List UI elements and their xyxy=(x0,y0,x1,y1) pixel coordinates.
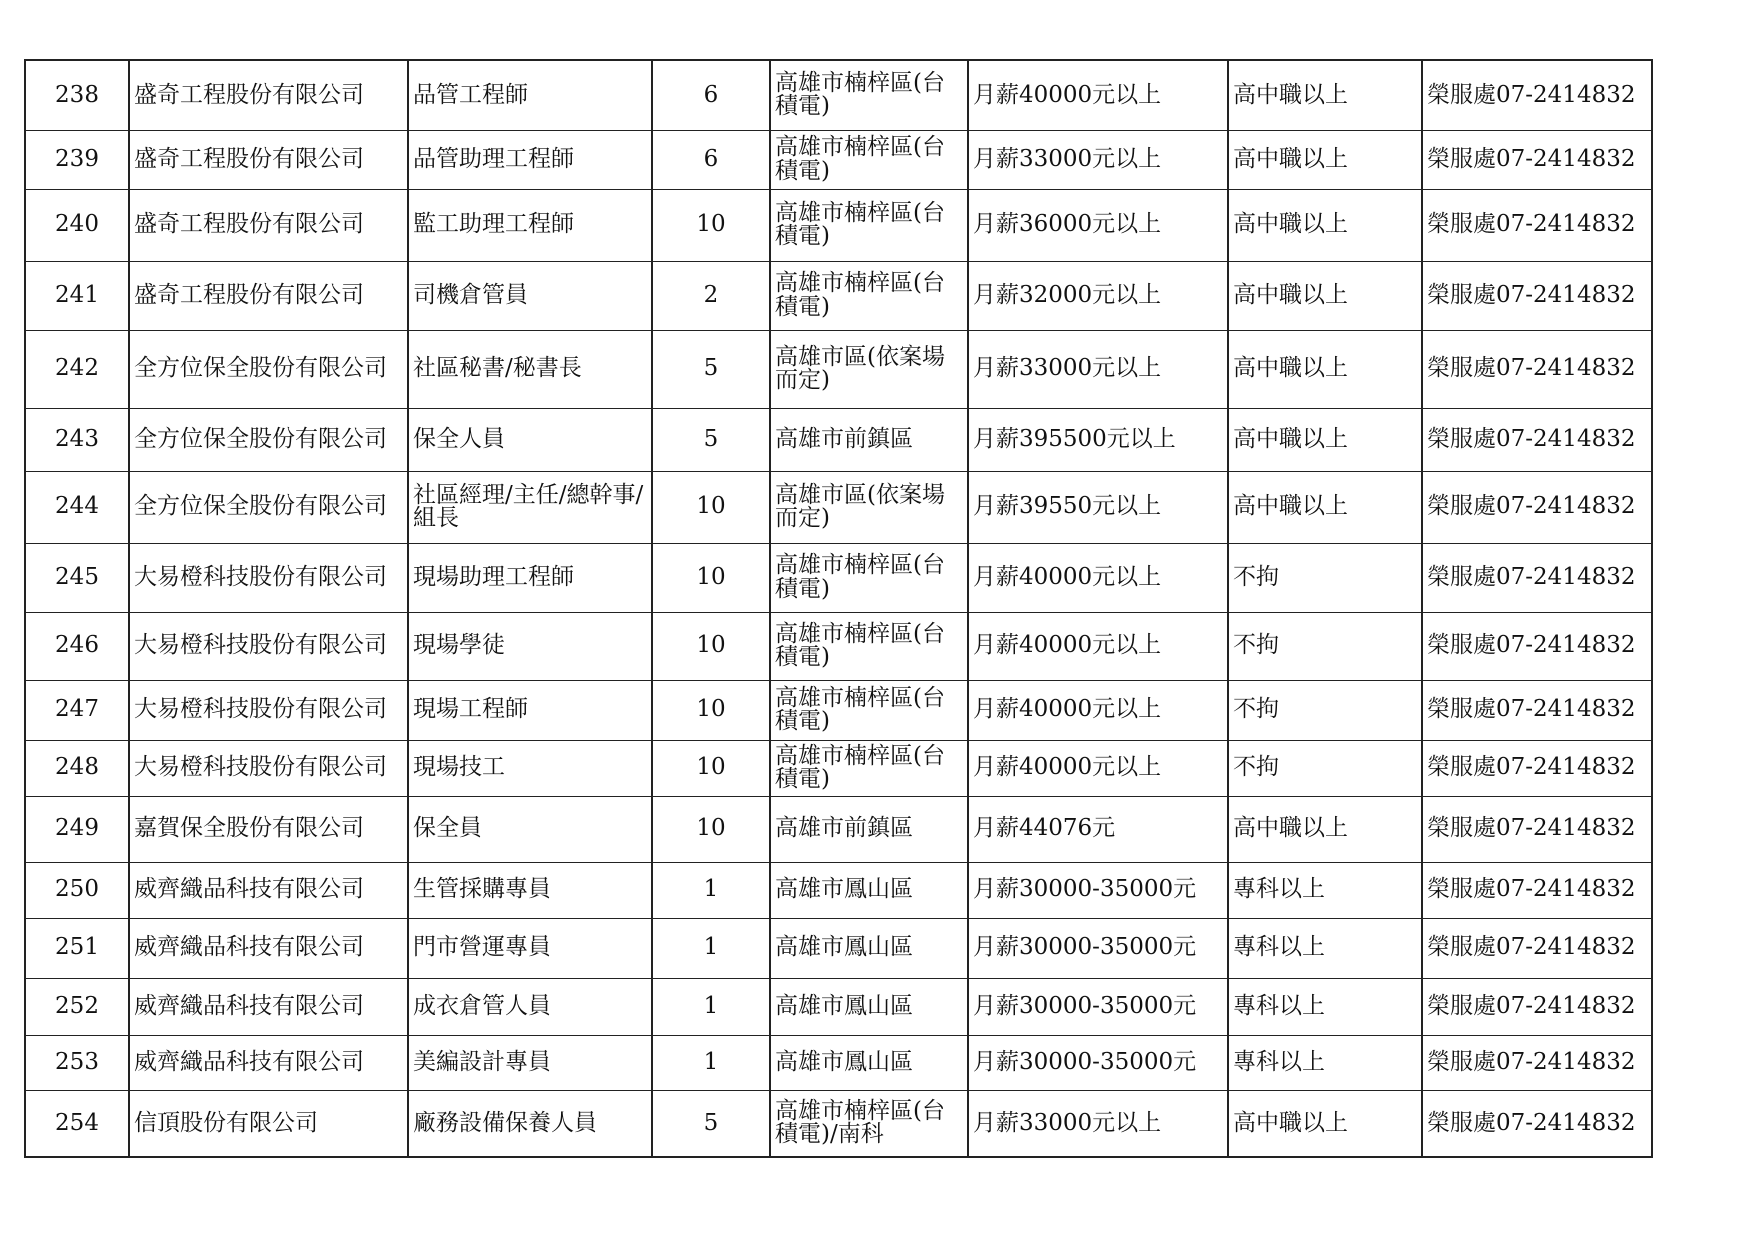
table-row xyxy=(25,978,1652,1035)
job-title-cell: 品管助理工程師 xyxy=(408,130,652,189)
contact-info-cell: 榮服處07-2414832 xyxy=(1422,740,1652,796)
row-number-cell: 253 xyxy=(25,1035,129,1090)
contact-info-cell: 榮服處07-2414832 xyxy=(1422,978,1652,1035)
row-number-cell: 250 xyxy=(25,862,129,918)
table-row xyxy=(25,1035,1652,1090)
education-requirement-cell: 專科以上 xyxy=(1228,978,1422,1035)
table-row xyxy=(25,471,1652,543)
job-title-cell: 成衣倉管人員 xyxy=(408,978,652,1035)
salary-cell: 月薪32000元以上 xyxy=(968,261,1228,330)
education-requirement-cell: 高中職以上 xyxy=(1228,471,1422,543)
work-location-cell: 高雄市楠梓區(台積電) xyxy=(770,543,968,612)
contact-info-cell: 榮服處07-2414832 xyxy=(1422,189,1652,261)
company-name-cell: 信頂股份有限公司 xyxy=(129,1090,408,1157)
education-requirement-cell: 高中職以上 xyxy=(1228,1090,1422,1157)
headcount-cell: 10 xyxy=(652,189,770,261)
row-number-cell: 242 xyxy=(25,330,129,408)
salary-cell: 月薪33000元以上 xyxy=(968,1090,1228,1157)
education-requirement-cell: 高中職以上 xyxy=(1228,60,1422,130)
headcount-cell: 10 xyxy=(652,471,770,543)
salary-cell: 月薪39550元以上 xyxy=(968,471,1228,543)
job-listings-table xyxy=(24,59,1653,1158)
headcount-cell: 2 xyxy=(652,261,770,330)
salary-cell: 月薪395500元以上 xyxy=(968,408,1228,471)
headcount-cell: 1 xyxy=(652,978,770,1035)
salary-cell: 月薪30000-35000元 xyxy=(968,978,1228,1035)
company-name-cell: 大易橙科技股份有限公司 xyxy=(129,612,408,680)
job-title-cell: 廠務設備保養人員 xyxy=(408,1090,652,1157)
salary-cell: 月薪40000元以上 xyxy=(968,543,1228,612)
company-name-cell: 全方位保全股份有限公司 xyxy=(129,408,408,471)
education-requirement-cell: 高中職以上 xyxy=(1228,189,1422,261)
row-number-cell: 249 xyxy=(25,796,129,862)
headcount-cell: 6 xyxy=(652,60,770,130)
work-location-cell: 高雄市區(依案場而定) xyxy=(770,471,968,543)
education-requirement-cell: 不拘 xyxy=(1228,680,1422,740)
job-title-cell: 現場學徒 xyxy=(408,612,652,680)
salary-cell: 月薪30000-35000元 xyxy=(968,862,1228,918)
work-location-cell: 高雄市楠梓區(台積電) xyxy=(770,740,968,796)
job-title-cell: 門市營運專員 xyxy=(408,918,652,978)
work-location-cell: 高雄市鳳山區 xyxy=(770,918,968,978)
job-title-cell: 保全員 xyxy=(408,796,652,862)
job-title-cell: 現場技工 xyxy=(408,740,652,796)
contact-info-cell: 榮服處07-2414832 xyxy=(1422,60,1652,130)
headcount-cell: 10 xyxy=(652,612,770,680)
table-row xyxy=(25,261,1652,330)
job-title-cell: 品管工程師 xyxy=(408,60,652,130)
job-title-cell: 監工助理工程師 xyxy=(408,189,652,261)
headcount-cell: 10 xyxy=(652,543,770,612)
table-row xyxy=(25,543,1652,612)
company-name-cell: 大易橙科技股份有限公司 xyxy=(129,543,408,612)
table-row xyxy=(25,740,1652,796)
work-location-cell: 高雄市楠梓區(台積電) xyxy=(770,680,968,740)
education-requirement-cell: 高中職以上 xyxy=(1228,330,1422,408)
row-number-cell: 252 xyxy=(25,978,129,1035)
headcount-cell: 1 xyxy=(652,918,770,978)
contact-info-cell: 榮服處07-2414832 xyxy=(1422,612,1652,680)
headcount-cell: 10 xyxy=(652,740,770,796)
row-number-cell: 243 xyxy=(25,408,129,471)
contact-info-cell: 榮服處07-2414832 xyxy=(1422,408,1652,471)
row-number-cell: 239 xyxy=(25,130,129,189)
work-location-cell: 高雄市鳳山區 xyxy=(770,978,968,1035)
headcount-cell: 5 xyxy=(652,408,770,471)
contact-info-cell: 榮服處07-2414832 xyxy=(1422,130,1652,189)
contact-info-cell: 榮服處07-2414832 xyxy=(1422,862,1652,918)
headcount-cell: 10 xyxy=(652,680,770,740)
education-requirement-cell: 高中職以上 xyxy=(1228,408,1422,471)
contact-info-cell: 榮服處07-2414832 xyxy=(1422,680,1652,740)
table-body xyxy=(25,60,1652,1157)
contact-info-cell: 榮服處07-2414832 xyxy=(1422,796,1652,862)
education-requirement-cell: 專科以上 xyxy=(1228,862,1422,918)
table-row xyxy=(25,862,1652,918)
education-requirement-cell: 高中職以上 xyxy=(1228,796,1422,862)
education-requirement-cell: 不拘 xyxy=(1228,543,1422,612)
row-number-cell: 241 xyxy=(25,261,129,330)
salary-cell: 月薪40000元以上 xyxy=(968,740,1228,796)
work-location-cell: 高雄市區(依案場而定) xyxy=(770,330,968,408)
education-requirement-cell: 不拘 xyxy=(1228,740,1422,796)
company-name-cell: 威齊織品科技有限公司 xyxy=(129,978,408,1035)
job-title-cell: 社區經理/主任/總幹事/組長 xyxy=(408,471,652,543)
work-location-cell: 高雄市鳳山區 xyxy=(770,862,968,918)
job-title-cell: 司機倉管員 xyxy=(408,261,652,330)
row-number-cell: 238 xyxy=(25,60,129,130)
salary-cell: 月薪44076元 xyxy=(968,796,1228,862)
salary-cell: 月薪40000元以上 xyxy=(968,612,1228,680)
salary-cell: 月薪40000元以上 xyxy=(968,680,1228,740)
table-row xyxy=(25,189,1652,261)
row-number-cell: 247 xyxy=(25,680,129,740)
table-row xyxy=(25,130,1652,189)
row-number-cell: 254 xyxy=(25,1090,129,1157)
contact-info-cell: 榮服處07-2414832 xyxy=(1422,261,1652,330)
contact-info-cell: 榮服處07-2414832 xyxy=(1422,543,1652,612)
headcount-cell: 5 xyxy=(652,1090,770,1157)
row-number-cell: 248 xyxy=(25,740,129,796)
education-requirement-cell: 專科以上 xyxy=(1228,1035,1422,1090)
work-location-cell: 高雄市楠梓區(台積電) xyxy=(770,60,968,130)
job-title-cell: 社區秘書/秘書長 xyxy=(408,330,652,408)
company-name-cell: 威齊織品科技有限公司 xyxy=(129,862,408,918)
contact-info-cell: 榮服處07-2414832 xyxy=(1422,918,1652,978)
job-title-cell: 美編設計專員 xyxy=(408,1035,652,1090)
company-name-cell: 盛奇工程股份有限公司 xyxy=(129,60,408,130)
table-row xyxy=(25,796,1652,862)
job-title-cell: 生管採購專員 xyxy=(408,862,652,918)
row-number-cell: 245 xyxy=(25,543,129,612)
headcount-cell: 5 xyxy=(652,330,770,408)
education-requirement-cell: 高中職以上 xyxy=(1228,261,1422,330)
work-location-cell: 高雄市楠梓區(台積電) xyxy=(770,612,968,680)
work-location-cell: 高雄市楠梓區(台積電) xyxy=(770,189,968,261)
salary-cell: 月薪33000元以上 xyxy=(968,130,1228,189)
contact-info-cell: 榮服處07-2414832 xyxy=(1422,330,1652,408)
salary-cell: 月薪33000元以上 xyxy=(968,330,1228,408)
education-requirement-cell: 不拘 xyxy=(1228,612,1422,680)
job-title-cell: 現場工程師 xyxy=(408,680,652,740)
table-row xyxy=(25,680,1652,740)
work-location-cell: 高雄市前鎮區 xyxy=(770,408,968,471)
salary-cell: 月薪30000-35000元 xyxy=(968,918,1228,978)
table-row xyxy=(25,60,1652,130)
company-name-cell: 盛奇工程股份有限公司 xyxy=(129,189,408,261)
company-name-cell: 大易橙科技股份有限公司 xyxy=(129,680,408,740)
table-row xyxy=(25,918,1652,978)
company-name-cell: 威齊織品科技有限公司 xyxy=(129,918,408,978)
row-number-cell: 244 xyxy=(25,471,129,543)
headcount-cell: 6 xyxy=(652,130,770,189)
headcount-cell: 1 xyxy=(652,1035,770,1090)
company-name-cell: 盛奇工程股份有限公司 xyxy=(129,261,408,330)
contact-info-cell: 榮服處07-2414832 xyxy=(1422,1090,1652,1157)
row-number-cell: 251 xyxy=(25,918,129,978)
salary-cell: 月薪30000-35000元 xyxy=(968,1035,1228,1090)
table-row xyxy=(25,408,1652,471)
company-name-cell: 全方位保全股份有限公司 xyxy=(129,471,408,543)
company-name-cell: 全方位保全股份有限公司 xyxy=(129,330,408,408)
table-row xyxy=(25,330,1652,408)
row-number-cell: 246 xyxy=(25,612,129,680)
education-requirement-cell: 專科以上 xyxy=(1228,918,1422,978)
headcount-cell: 10 xyxy=(652,796,770,862)
company-name-cell: 嘉賀保全股份有限公司 xyxy=(129,796,408,862)
contact-info-cell: 榮服處07-2414832 xyxy=(1422,471,1652,543)
company-name-cell: 大易橙科技股份有限公司 xyxy=(129,740,408,796)
work-location-cell: 高雄市楠梓區(台積電)/南科 xyxy=(770,1090,968,1157)
job-title-cell: 保全人員 xyxy=(408,408,652,471)
table-row xyxy=(25,612,1652,680)
company-name-cell: 威齊織品科技有限公司 xyxy=(129,1035,408,1090)
education-requirement-cell: 高中職以上 xyxy=(1228,130,1422,189)
contact-info-cell: 榮服處07-2414832 xyxy=(1422,1035,1652,1090)
row-number-cell: 240 xyxy=(25,189,129,261)
work-location-cell: 高雄市前鎮區 xyxy=(770,796,968,862)
work-location-cell: 高雄市楠梓區(台積電) xyxy=(770,261,968,330)
table-row xyxy=(25,1090,1652,1157)
salary-cell: 月薪36000元以上 xyxy=(968,189,1228,261)
headcount-cell: 1 xyxy=(652,862,770,918)
company-name-cell: 盛奇工程股份有限公司 xyxy=(129,130,408,189)
work-location-cell: 高雄市鳳山區 xyxy=(770,1035,968,1090)
work-location-cell: 高雄市楠梓區(台積電) xyxy=(770,130,968,189)
salary-cell: 月薪40000元以上 xyxy=(968,60,1228,130)
job-title-cell: 現場助理工程師 xyxy=(408,543,652,612)
